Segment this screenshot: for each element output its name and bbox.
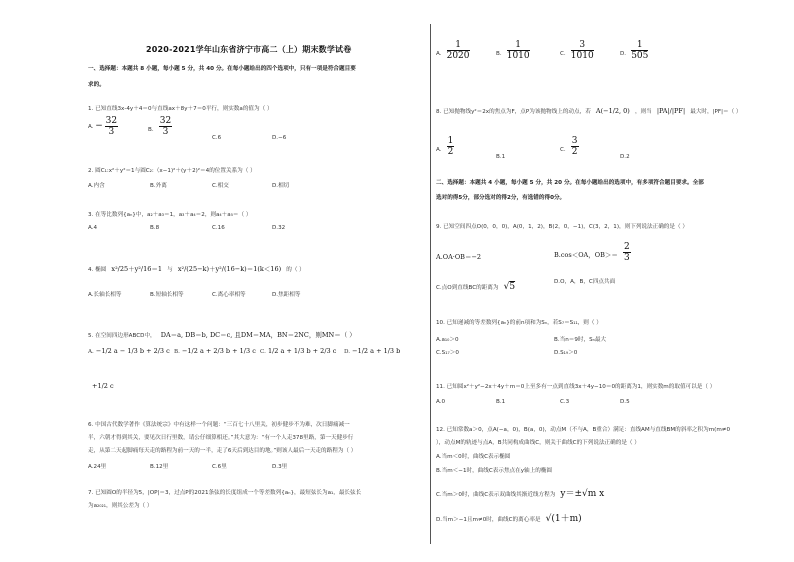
q6-option-b: B.12里 xyxy=(150,464,169,470)
column-divider xyxy=(430,24,431,544)
q12-option-c-prefix: C.当m＞0时，曲线C表示双曲线其渐近线方程为 xyxy=(436,492,556,498)
q11-option-b: B.1 xyxy=(496,399,506,405)
q8-point-a: A(−1/2, 0) xyxy=(595,107,630,115)
q12-option-d-prefix: D.当m＞−1且m≠0时，曲线C的离心率是 xyxy=(436,517,541,523)
q1-option-a-sign: − xyxy=(95,121,103,131)
q12-line2: ），动点M的轨迹与点A，B共同构成曲线C，则关于曲线C的下列说法正确的是（ ） xyxy=(436,440,640,446)
q12-option-a: A.当m＜0时，曲线C表示椭圆 xyxy=(436,454,511,460)
q9-option-b-fraction xyxy=(623,242,631,263)
q5-option-a-label: A. xyxy=(88,349,94,355)
q1-option-c: C.6 xyxy=(212,135,222,141)
q3-option-d: D.32 xyxy=(272,225,286,231)
q9-option-d: D.O，A，B，C四点共面 xyxy=(554,279,616,285)
q7-option-b-label: B. xyxy=(496,51,502,57)
q4-stem xyxy=(88,256,305,275)
q4-ellipse-1: x²/25＋y²/16＝1 xyxy=(111,265,163,273)
q3-stem: 3. 在等比数列{aₙ}中，a₂＋a₃＝1，a₃＋a₄＝2，则a₄＋a₅＝（ ） xyxy=(88,212,252,218)
q2-option-c: C.相交 xyxy=(212,183,229,189)
q9-option-c xyxy=(436,274,515,293)
q5-option-b xyxy=(174,347,256,355)
q12-option-d-equation: √(1＋m) xyxy=(545,514,582,524)
q8-option-c xyxy=(560,136,579,157)
q5-vectors: DA＝a, DB＝b, DC＝c, 且DM＝MA，BN＝2NC，则MN＝（ ） xyxy=(160,331,356,339)
q1-option-b-den: 3 xyxy=(162,127,169,137)
q7-option-a-label: A. xyxy=(436,51,442,57)
q8-ratio: |PA|/|PF| xyxy=(656,107,686,115)
q6-line2: 半，六朝才得到其关，要见次日行里数，请公仔细算相还。”其大意为：“有一个人走378里路，第一天健步行 xyxy=(88,435,354,441)
q7-option-a-num: 1 xyxy=(447,40,470,51)
q7-option-a-fraction xyxy=(447,40,470,61)
q6-option-d: D.3里 xyxy=(272,464,288,470)
q7-option-c-num: 3 xyxy=(571,40,594,51)
q4-prefix: 4. 椭圆 xyxy=(88,267,107,273)
q2-option-d: D.相切 xyxy=(272,183,290,189)
q4-mid: 与 xyxy=(167,267,173,273)
q8-option-a-den: 2 xyxy=(447,147,454,157)
q2-option-b: B.外离 xyxy=(150,183,167,189)
q5-option-d-continued: +1/2 c xyxy=(92,382,114,390)
left-column xyxy=(88,0,428,562)
q4-option-c: C.离心率相等 xyxy=(212,292,246,298)
q7-option-d xyxy=(620,40,648,61)
q4-option-b: B.短轴长相等 xyxy=(150,292,184,298)
q5-option-c-expr: 1/2 a + 1/3 b + 2/3 c xyxy=(267,347,337,355)
q8-option-c-fraction xyxy=(571,136,579,157)
q9-option-b xyxy=(554,242,631,263)
q12-option-c-equation: y＝±√m x xyxy=(560,489,605,499)
q5-option-b-label: B. xyxy=(174,349,180,355)
q1-stem: 1. 已知直线3x-4y＋4＝0与直线ax＋8y＋7＝0平行，则实数a的值为（ ） xyxy=(88,106,273,112)
q8-option-c-label: C. xyxy=(560,147,566,153)
section2-header-line1: 二、选择题：本题共 4 小题，每小题 5 分，共 20 分。在每小题给出的选项中，有多项符合题目要求。全部 xyxy=(436,180,704,186)
q1-option-b-label: B. xyxy=(148,127,154,133)
q5-option-c xyxy=(260,347,336,355)
q12-option-d xyxy=(436,506,582,525)
q2-option-a: A.内含 xyxy=(88,183,105,189)
q8-suffix: 最大时，|PF|＝（ ） xyxy=(690,109,742,115)
q5-option-d-expr: −1/2 a + 1/3 b xyxy=(352,347,401,355)
q1-option-b xyxy=(148,116,172,137)
q1-options xyxy=(88,116,118,137)
q6-option-a: A.24里 xyxy=(88,464,107,470)
q11-stem: 11. 已知圆x²＋y²−2x＋4y＋m＝0上至多有一点到直线3x＋4y−10＝0的距离为1，则实数m的取值可以是（ ） xyxy=(436,384,716,390)
q10-option-d: D.S₁₉＞0 xyxy=(554,350,578,356)
q7-option-b-num: 1 xyxy=(507,40,530,51)
q12-option-b: B.当m＜−1时，曲线C表示焦点在y轴上的椭圆 xyxy=(436,468,553,474)
q5-option-a-expr: −1/2 a − 1/3 b + 2/3 c xyxy=(95,347,170,355)
q5-prefix: 5. 在空间四边形ABCD中， xyxy=(88,333,156,339)
q9-option-b-den: 3 xyxy=(623,253,630,263)
q9-option-b-num: 2 xyxy=(623,242,630,252)
q7-option-a-den: 2020 xyxy=(446,51,470,61)
q7-option-a xyxy=(436,40,470,61)
q11-option-d: D.5 xyxy=(620,399,630,405)
q7-option-d-fraction xyxy=(631,40,648,61)
q9-option-b-prefix: B.cos＜OA，OB＞＝ xyxy=(554,251,618,259)
q7-option-d-label: D. xyxy=(620,51,627,57)
q7-option-b-den: 1010 xyxy=(506,51,530,61)
q3-option-b: B.8 xyxy=(150,225,160,231)
right-column xyxy=(436,0,781,562)
q9-stem: 9. 已知空间四点O(0，0，0)，A(0，1，2)，B(2，0，−1)，C(3，2，1)，则下列说法正确的是（ ） xyxy=(436,224,688,230)
q1-option-b-num: 32 xyxy=(159,116,172,126)
q1-option-a-num: 32 xyxy=(105,116,118,126)
q2-stem: 2. 圆C₁:x²＋y²＝1与圆C₂:（x−1)²＋(y＋2)²＝4的位置关系为（ ） xyxy=(88,168,256,174)
q4-option-d: D.焦距相等 xyxy=(272,292,301,298)
q3-option-c: C.16 xyxy=(212,225,225,231)
q1-option-a-den: 3 xyxy=(108,127,115,137)
q11-option-c: C.3 xyxy=(560,399,570,405)
q1-option-a-label: A. xyxy=(88,124,94,130)
q5-stem xyxy=(88,322,356,341)
q5-option-d xyxy=(344,347,400,355)
q8-option-a xyxy=(436,136,454,157)
q8-stem-text: 8. 已知抛物线y²＝2x的焦点为F，点P为该抛物线上的动点，若 xyxy=(436,109,591,115)
q1-option-a-fraction xyxy=(105,116,118,137)
q12-line1: 12. 已知常数a＞0，点A(−a，0)，B(a，0)，动点M（不与A，B重合）满足：直线AM与直线BM的斜率之积为m(m≠0 xyxy=(436,427,731,433)
page-title: 2020-2021学年山东省济宁市高二（上）期末数学试卷 xyxy=(146,45,352,54)
section1-header-line2: 求的。 xyxy=(88,82,105,88)
q1-option-b-fraction xyxy=(159,116,172,137)
q6-line1: 6. 中国古代数学著作《算法统宗》中有这样一个问题：“三百七十八里关，初步健步不为难，次日脚痛减一 xyxy=(88,422,350,428)
q6-option-c: C.6里 xyxy=(212,464,227,470)
section2-header-line2: 选对的得5分，部分选对的得2分，有选错的得0分。 xyxy=(436,195,566,201)
q9-option-c-radical: √5 xyxy=(503,282,516,292)
q4-suffix: 的（ ） xyxy=(286,267,305,273)
q8-option-a-num: 1 xyxy=(447,136,454,146)
q3-option-a: A.4 xyxy=(88,225,98,231)
q9-option-c-prefix: C.点O到直线BC的距离为 xyxy=(436,285,499,291)
q12-option-c xyxy=(436,481,604,500)
q7-option-d-den: 505 xyxy=(631,51,649,61)
q8-option-c-num: 3 xyxy=(571,136,578,146)
q9-option-c-radicand: 5 xyxy=(509,282,516,292)
q7-option-d-num: 1 xyxy=(631,40,648,51)
q7-option-c xyxy=(560,40,594,61)
q10-stem: 10. 已知递减的等差数列{aₙ}的前n项和为Sₙ，若S₇＝S₁₁，则（ ） xyxy=(436,320,602,326)
q4-ellipse-2: x²/(25−k)＋y²/(16−k)＝1(k＜16) xyxy=(177,265,282,273)
q8-option-a-label: A. xyxy=(436,147,442,153)
q7-line2: 为a₂₀₂₁，则其公差为（ ） xyxy=(88,503,153,509)
q5-option-a xyxy=(88,347,170,355)
section1-header-line1: 一、选择题：本题共 8 小题，每小题 5 分，共 40 分。在每小题给出的四个选项中，只有一项是符合题目要 xyxy=(88,66,356,72)
q11-option-a: A.0 xyxy=(436,399,446,405)
q10-option-b: B.当n＝9时，Sₙ最大 xyxy=(554,337,607,343)
q4-option-a: A.长轴长相等 xyxy=(88,292,122,298)
q8-option-c-den: 2 xyxy=(571,147,578,157)
q7-option-c-den: 1010 xyxy=(570,51,594,61)
q5-option-b-expr: −1/2 a + 2/3 b + 1/3 c xyxy=(181,347,256,355)
q10-option-c: C.S₁₇＞0 xyxy=(436,350,459,356)
q8-stem xyxy=(436,98,742,117)
q6-line3: 走，从第二天起脚痛每天走的路程为前一天的一半，走了6天后到达目的地。”则该人最后一天走的路程为（ ） xyxy=(88,448,357,454)
q7-option-b xyxy=(496,40,530,61)
q1-option-d: D.−6 xyxy=(272,135,287,141)
q5-option-d-label: D. xyxy=(344,349,351,355)
q9-option-a: A.OA·OB＝−2 xyxy=(436,253,482,261)
q7-option-c-fraction xyxy=(571,40,594,61)
q8-mid: ，则当 xyxy=(634,109,652,115)
q10-option-a: A.a₁₀＞0 xyxy=(436,337,459,343)
q8-option-d: D.2 xyxy=(620,154,630,160)
q7-line1: 7. 已知圆O的半径为5，|OP|＝3，过点P的2021条弦的长度组成一个等差数列{aₙ}，最短弦长为a₁，最长弦长 xyxy=(88,490,362,496)
q7-option-b-fraction xyxy=(507,40,530,61)
q5-option-c-label: C. xyxy=(260,349,266,355)
q7-option-c-label: C. xyxy=(560,51,566,57)
q8-option-a-fraction xyxy=(447,136,455,157)
q8-option-b: B.1 xyxy=(496,154,506,160)
